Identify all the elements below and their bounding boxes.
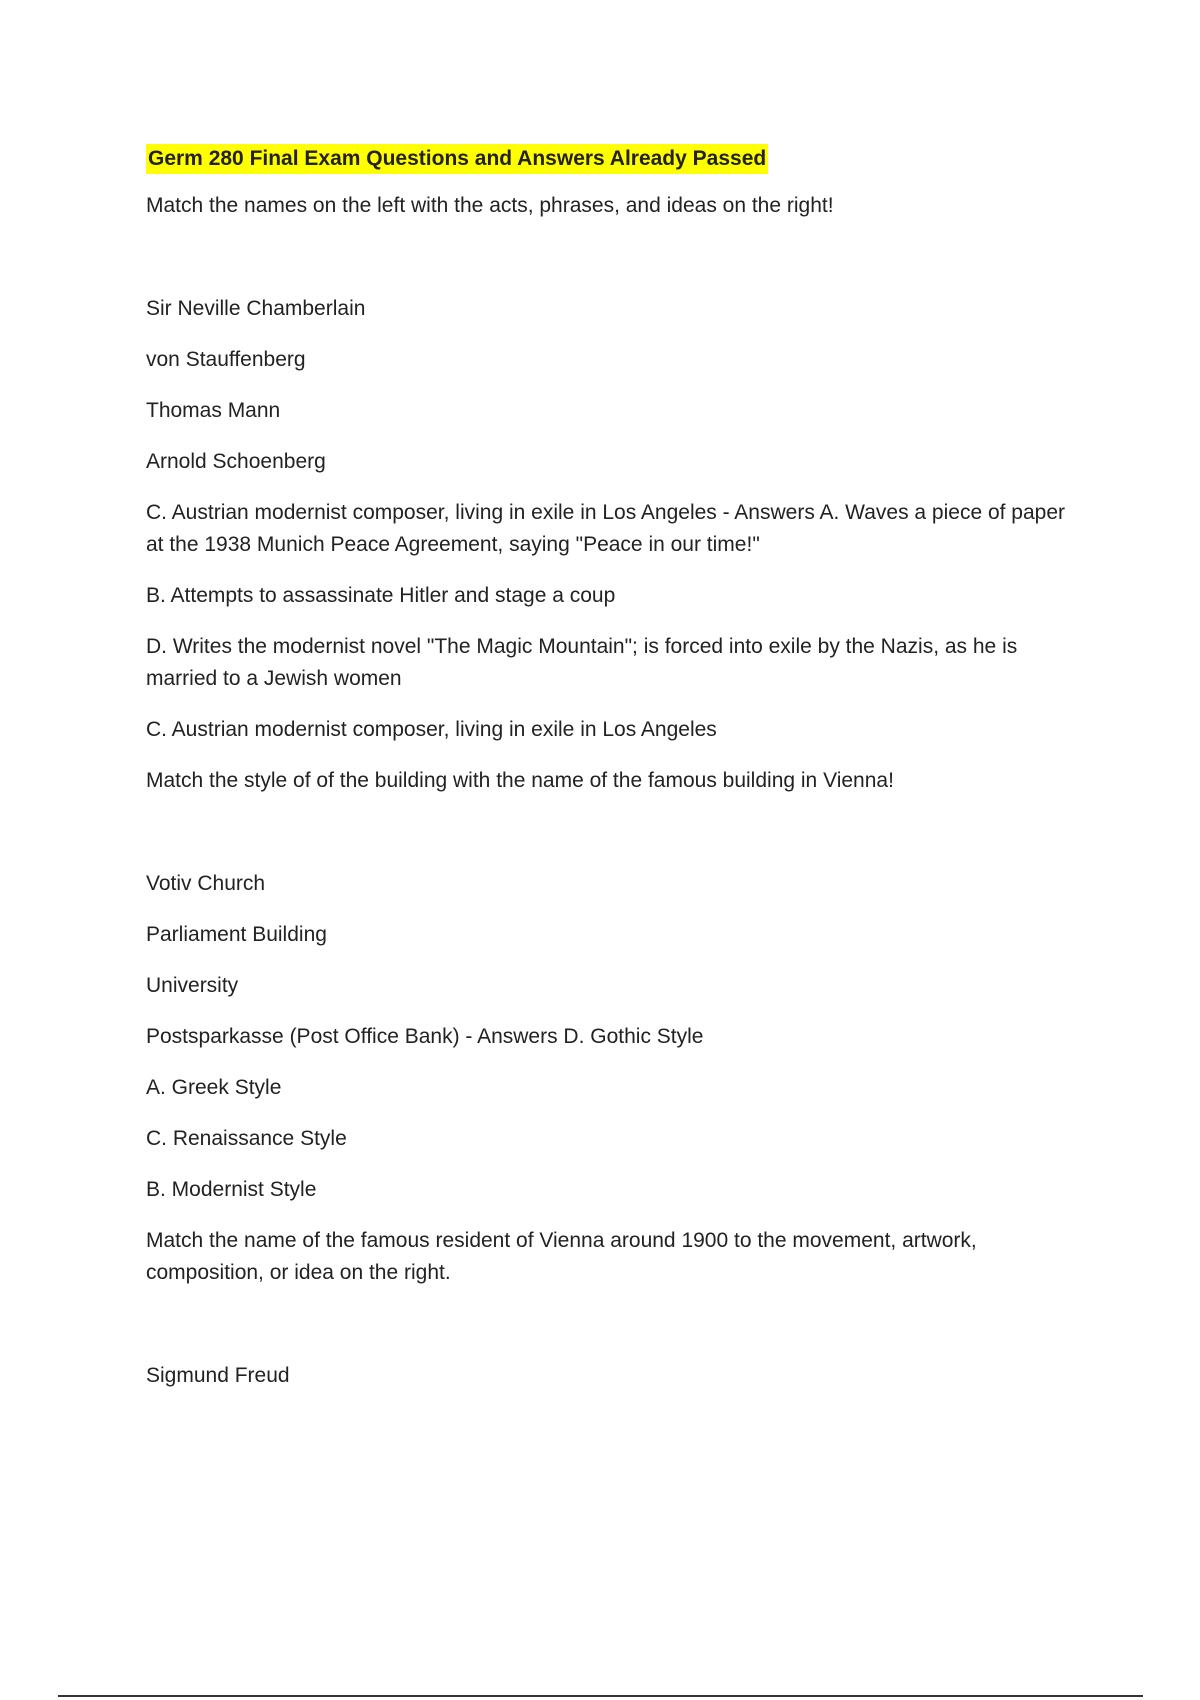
document-title: Germ 280 Final Exam Questions and Answers Already Passed [146, 144, 768, 174]
list-item: University [146, 974, 239, 997]
footer-divider [58, 1695, 1143, 1697]
answer-item: C. Renaissance Style [146, 1127, 347, 1150]
answer-item: C. Austrian modernist composer, living in exile in Los Angeles [146, 718, 717, 741]
blank-gap [146, 1308, 1086, 1360]
answer-item: B. Modernist Style [146, 1178, 317, 1201]
list-item: von Stauffenberg [146, 348, 306, 371]
list-item: Thomas Mann [146, 399, 281, 422]
answer-item: C. Austrian modernist composer, living in exile in Los Angeles - Answers A. Waves a piece of paper at the 1938 Munich Peace Agreement, saying "Peace in our time!" [146, 501, 1066, 556]
blank-gap [146, 816, 1086, 868]
list-item: Votiv Church [146, 872, 266, 895]
blank-gap [146, 241, 1086, 293]
answer-item: D. Writes the modernist novel "The Magic Mountain"; is forced into exile by the Nazis, as he is married to a Jewish women [146, 635, 1018, 690]
section3-prompt: Match the name of the famous resident of Vienna around 1900 to the movement, artwork, composition, or idea on the right. [146, 1229, 977, 1284]
list-item: Parliament Building [146, 923, 327, 946]
document-body [146, 144, 1086, 1411]
answer-item: B. Attempts to assassinate Hitler and stage a coup [146, 584, 616, 607]
list-item: Postsparkasse (Post Office Bank) - Answers D. Gothic Style [146, 1025, 704, 1048]
list-item: Sigmund Freud [146, 1364, 290, 1387]
section1-prompt: Match the names on the left with the acts, phrases, and ideas on the right! [146, 194, 834, 217]
answer-item: A. Greek Style [146, 1076, 282, 1099]
list-item: Sir Neville Chamberlain [146, 297, 366, 320]
section2-prompt: Match the style of of the building with the name of the famous building in Vienna! [146, 769, 894, 792]
list-item: Arnold Schoenberg [146, 450, 326, 473]
